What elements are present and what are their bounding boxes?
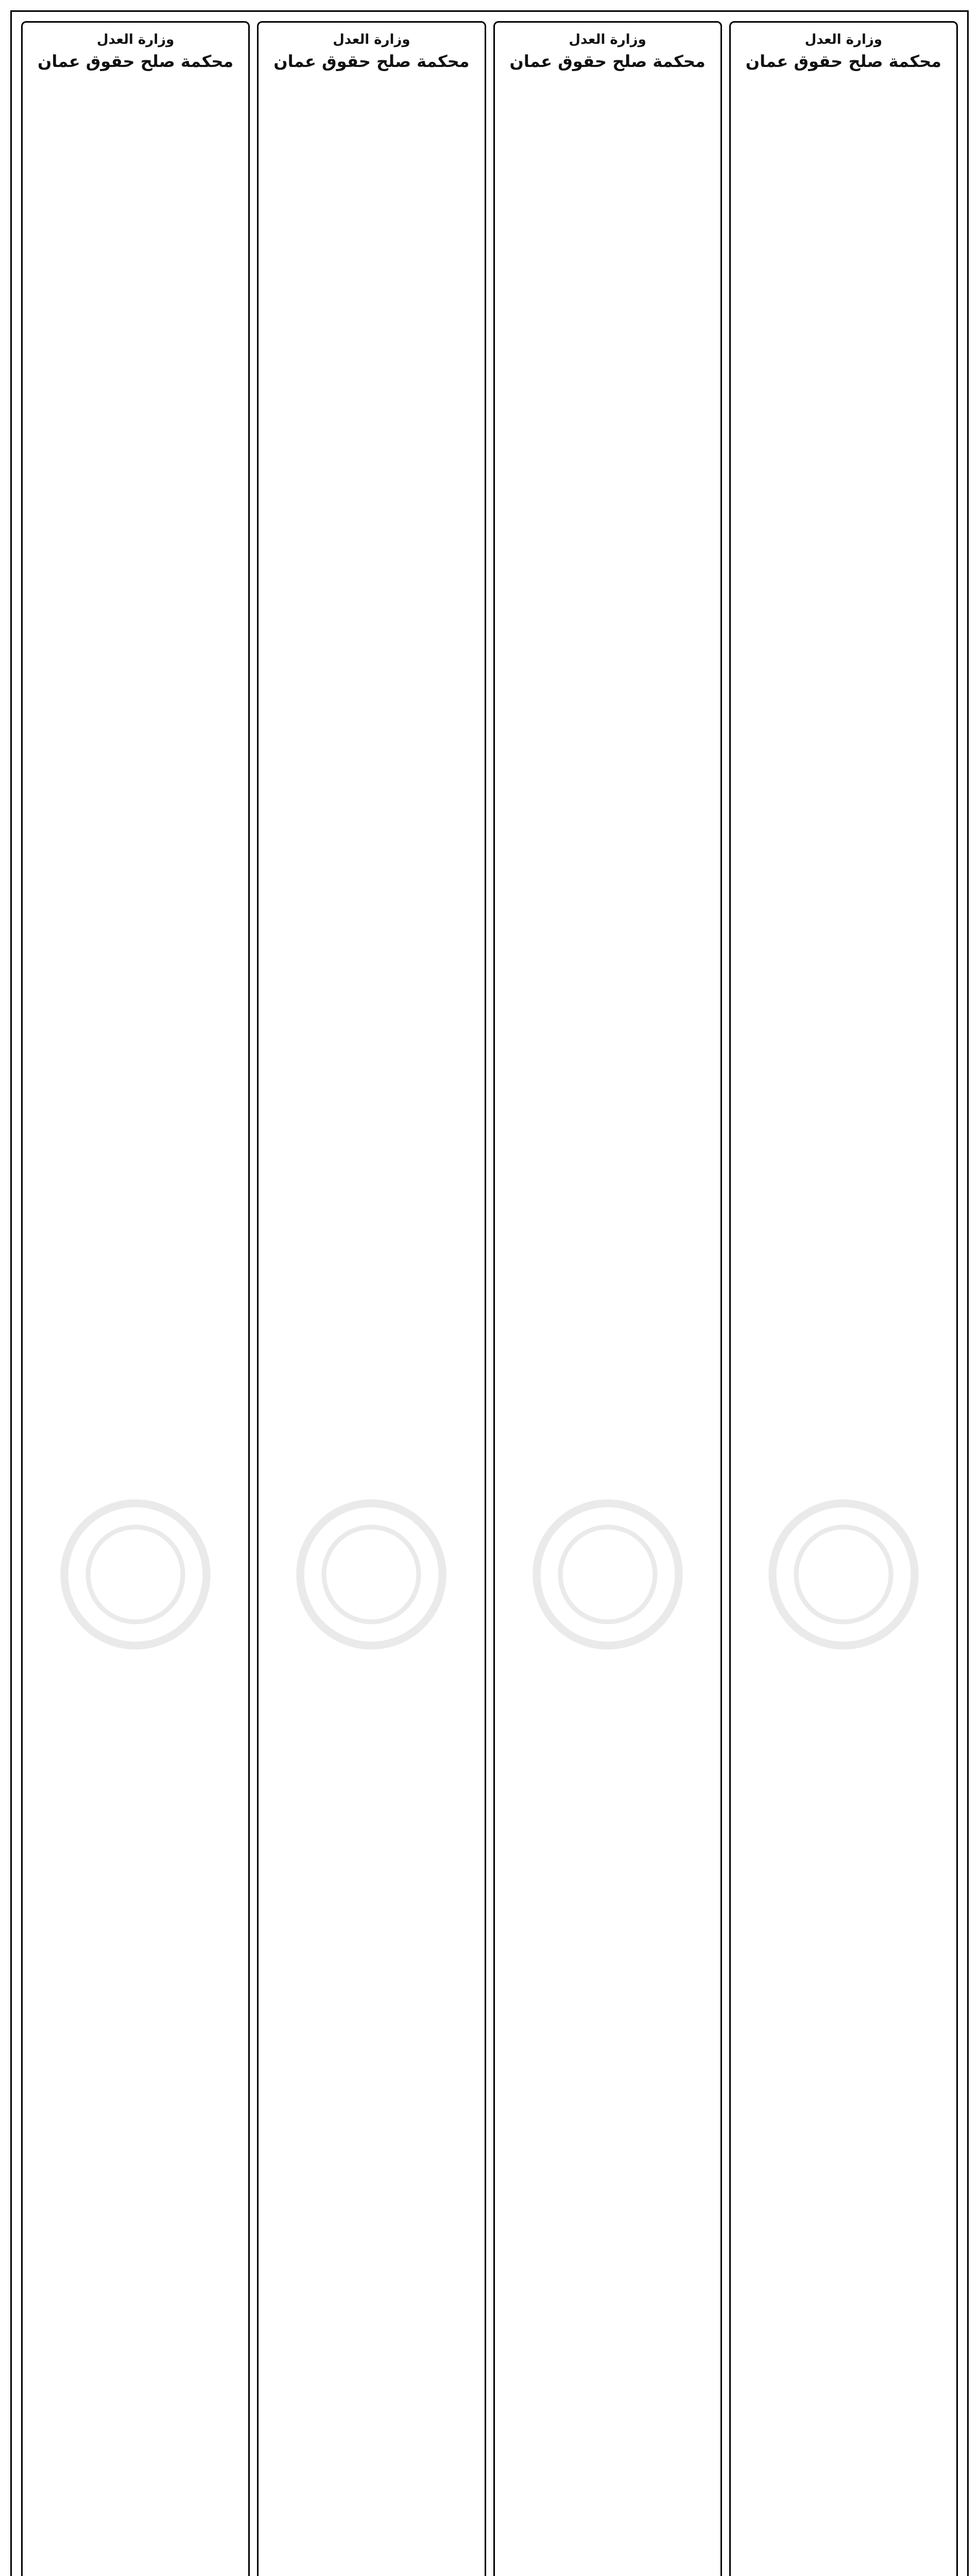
court-title: محكمة صلح حقوق عمان	[38, 52, 234, 71]
court-title: محكمة صلح حقوق عمان	[745, 52, 941, 71]
watermark-seal-icon	[57, 488, 215, 2576]
notice-card	[729, 21, 958, 2576]
watermark-seal-icon	[293, 488, 451, 2576]
notices-grid	[12, 12, 967, 2576]
watermark-seal-icon	[764, 488, 922, 2576]
page-border	[10, 10, 969, 2576]
notice-card	[493, 21, 722, 2576]
court-title: محكمة صلح حقوق عمان	[273, 52, 470, 71]
ministry-title: وزارة العدل	[804, 32, 883, 47]
court-title: محكمة صلح حقوق عمان	[509, 52, 706, 71]
ministry-title: وزارة العدل	[333, 32, 410, 47]
watermark-seal-icon	[528, 488, 686, 2576]
ministry-title: وزارة العدل	[96, 32, 175, 47]
ministry-title: وزارة العدل	[569, 32, 646, 47]
notice-card	[257, 21, 486, 2576]
notice-card	[21, 21, 250, 2576]
